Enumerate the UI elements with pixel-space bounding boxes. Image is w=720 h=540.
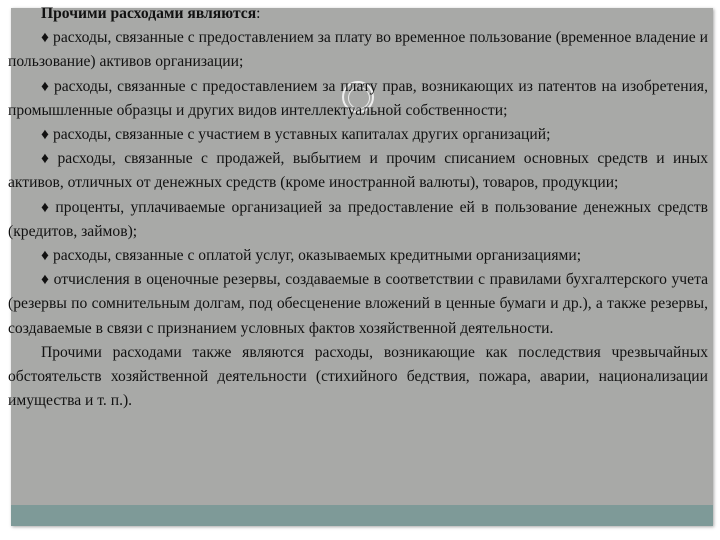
intro-paragraph — [8, 2, 708, 26]
list-item-text: расходы, связанные с предоставлением за плату во временное пользование (временное владение и пользование) активов организации; — [8, 29, 708, 71]
list-item-text: проценты, уплачиваемые организацией за предоставление ей в пользование денежных средств (кредитов, займов); — [8, 198, 708, 240]
list-item — [8, 268, 708, 341]
list-item-text: отчисления в оценочные резервы, создаваемые в соответствии с правилами бухгалтерского учета (резервы по сомнительным долгам, под обесценение вложений в ценные бумаги и др.), а также резервы, создаваемые в связи с признанием условных фактов хозяйственной деятельности. — [8, 271, 708, 337]
bullet-icon: ♦ — [41, 29, 50, 47]
slide-bottom-band — [11, 505, 713, 526]
list-item — [8, 75, 708, 123]
list-item — [8, 26, 708, 74]
list-item-text: расходы, связанные с участием в уставных капиталах других организаций; — [52, 126, 551, 144]
bullet-icon: ♦ — [41, 150, 54, 168]
list-item — [8, 123, 708, 147]
bullet-icon: ♦ — [41, 198, 52, 216]
list-item-text: расходы, связанные с оплатой услуг, оказываемых кредитными организациями; — [52, 247, 582, 265]
bullet-icon: ♦ — [41, 77, 50, 95]
closing-paragraph: Прочими расходами также являются расходы, возникающие как последствия чрезвычайных обстоятельств хозяйственной деятельности (стихийного бедствия, пожара, аварии, национализации имущества и т. п.). — [8, 343, 708, 410]
list-item — [8, 196, 708, 244]
heading: Прочими расходами являются — [41, 5, 257, 22]
list-item — [8, 244, 708, 268]
list-item — [8, 147, 708, 195]
slide-text — [8, 2, 708, 413]
list-item-text: расходы, связанные с продажей, выбытием и прочим списанием основных средств и иных активов, отличных от денежных средств (кроме иностранной валюты), товаров, продукции; — [8, 150, 708, 192]
list-item-text: расходы, связанные с предоставлением за плату прав, возникающих из патентов на изобретения, промышленные образцы и других видов интеллектуальной собственности; — [8, 77, 708, 119]
bullet-icon: ♦ — [41, 126, 49, 144]
heading-colon: : — [256, 5, 261, 22]
bullet-icon: ♦ — [41, 271, 50, 289]
bullet-icon: ♦ — [41, 247, 49, 265]
